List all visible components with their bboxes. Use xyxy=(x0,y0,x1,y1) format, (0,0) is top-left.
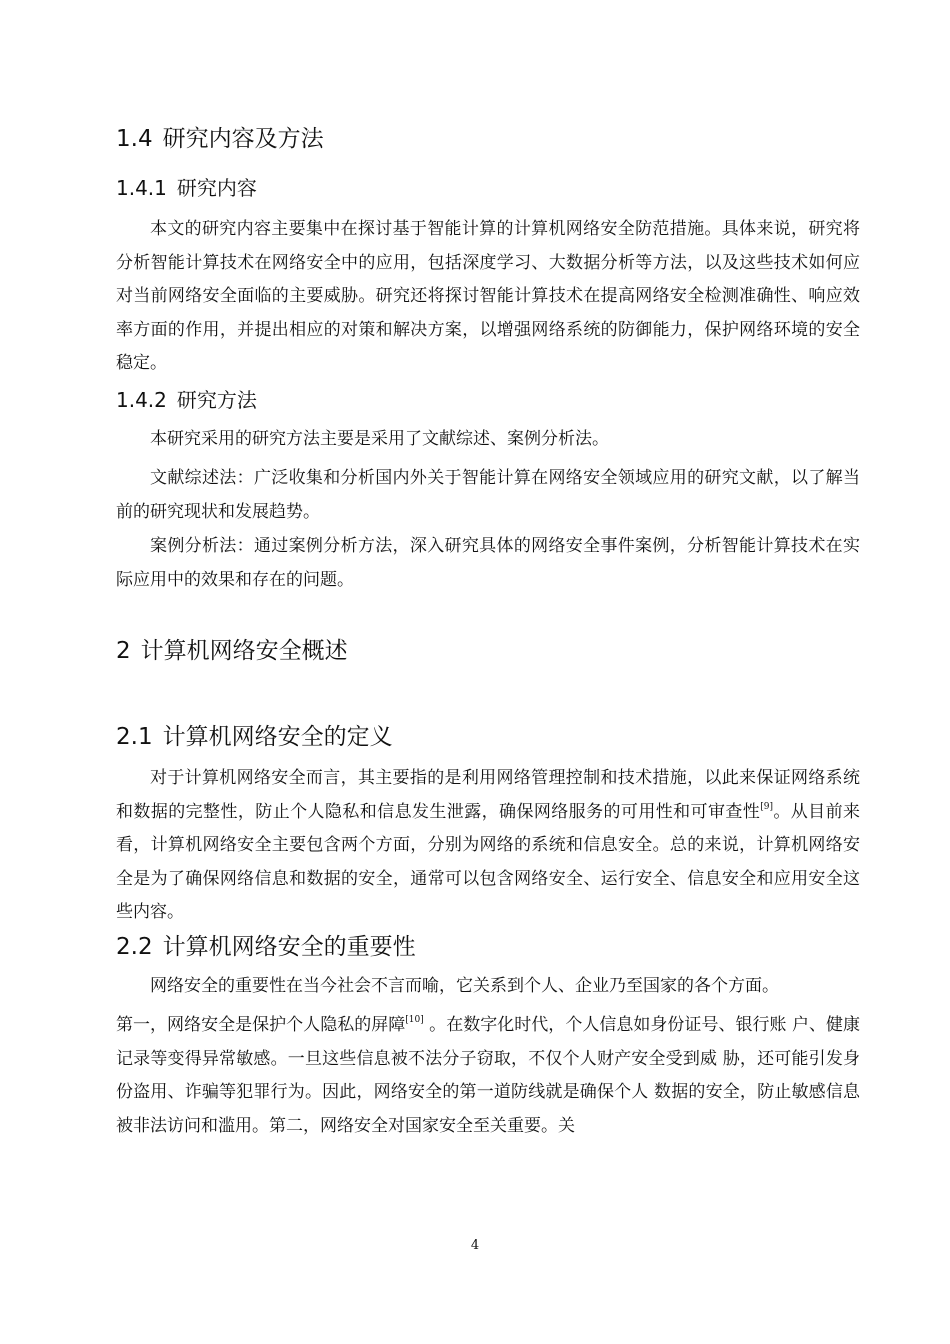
citation-ref: [10] xyxy=(405,1015,424,1025)
section-title: 计算机网络安全的定义 xyxy=(162,724,393,750)
section-number: 2.1 xyxy=(116,724,153,750)
paragraph-text: 。在数字化时代，个人信息如身份证号、银行账 户、健康记录等变得异常敏感。一旦这些信息被不法分子窃取，不仅个人财产安全受到威 胁，还可能引发身份盗用、诈骗等犯罪行为。因此，网络安全的第一道防线就是确保个人 数据的安全，防止敏感信息被非法访问和滥用。第二，网络安全对国家安全至关重要。关 xyxy=(116,1015,860,1136)
paragraph-research-content: 本文的研究内容主要集中在探讨基于智能计算的计算机网络安全防范措施。具体来说，研究将分析智能计算技术在网络安全中的应用，包括深度学习、大数据分析等方法，以及这些技术如何应对当前网络安全面临的主要威胁。研究还将探讨智能计算技术在提高网络安全检测准确性、响应效率方面的作用，并提出相应的对策和解决方案，以增强网络系统的防御能力，保护网络环境的安全稳定。 xyxy=(116,219,860,373)
section-number: 2 xyxy=(116,638,131,664)
citation-ref: [9] xyxy=(760,801,773,812)
paragraph-research-method-intro: 本研究采用的研究方法主要是采用了文献综述、案例分析法。 xyxy=(150,429,609,449)
subsection-heading-1-4-1 xyxy=(116,174,257,202)
section-heading-2-1 xyxy=(116,722,393,752)
paragraph-text: 第一，网络安全是保护个人隐私的屏障 xyxy=(116,1015,406,1035)
paragraph-importance-detail xyxy=(116,1009,860,1143)
section-number: 2.2 xyxy=(116,934,153,960)
section-title: 计算机网络安全的重要性 xyxy=(162,934,416,960)
subsection-heading-1-4-2 xyxy=(116,386,257,414)
section-title: 研究内容 xyxy=(176,176,257,200)
page-number: 4 xyxy=(470,1238,480,1253)
paragraph-text: 对于计算机网络安全而言，其主要指的是利用网络管理控制和技术措施，以此来保证网络系统和数据的完整性，防止个人隐私和信息发生泄露，确保网络服务的可用性和可审查性 xyxy=(116,768,860,822)
section-title: 研究方法 xyxy=(176,388,257,412)
section-number: 1.4 xyxy=(116,126,153,152)
section-heading-1-4 xyxy=(116,124,324,154)
paragraph-literature-review: 文献综述法：广泛收集和分析国内外关于智能计算在网络安全领域应用的研究文献，以了解当前的研究现状和发展趋势。 xyxy=(116,468,860,522)
paragraph-importance-intro: 网络安全的重要性在当今社会不言而喻，它关系到个人、企业乃至国家的各个方面。 xyxy=(150,976,779,996)
paragraph-network-security-definition xyxy=(116,762,860,930)
section-title: 计算机网络安全概述 xyxy=(140,638,348,664)
chapter-heading-2 xyxy=(116,636,348,666)
section-heading-2-2 xyxy=(116,932,416,962)
paragraph-case-analysis: 案例分析法：通过案例分析方法，深入研究具体的网络安全事件案例，分析智能计算技术在实际应用中的效果和存在的问题。 xyxy=(116,536,860,590)
paragraph-text: 。从目前来看，计算机网络安全主要包含两个方面，分别为网络的系统和信息安全。总的来说，计算机网络安全是为了确保网络信息和数据的安全，通常可以包含网络安全、运行安全、信息安全和应用安全这些内容。 xyxy=(116,801,861,922)
section-title: 研究内容及方法 xyxy=(162,126,324,152)
section-number: 1.4.1 xyxy=(116,176,167,200)
section-number: 1.4.2 xyxy=(116,388,167,412)
